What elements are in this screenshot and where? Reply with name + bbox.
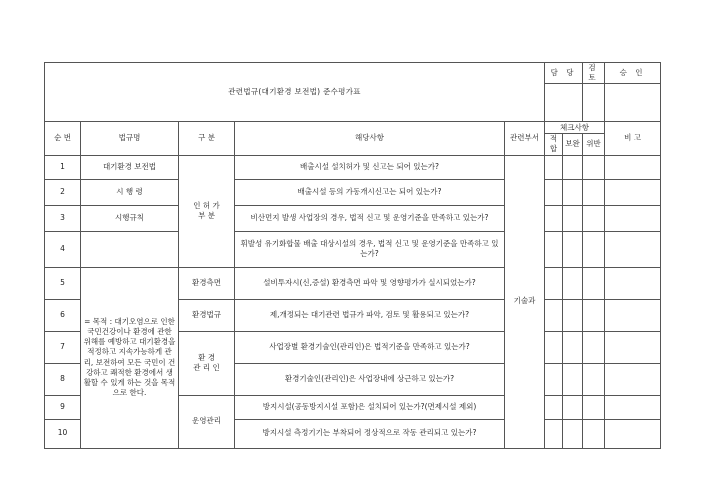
approval-label-approve: 승 인 xyxy=(605,63,661,84)
category-operation: 운영관리 xyxy=(179,395,235,448)
check-ok-cell[interactable] xyxy=(545,363,563,395)
check-supplement-cell[interactable] xyxy=(563,267,583,299)
header-content: 해당사항 xyxy=(235,122,505,155)
row-law: 대기환경 보전법 xyxy=(81,155,179,179)
remarks-cell[interactable] xyxy=(605,363,661,395)
check-ok-cell[interactable] xyxy=(545,299,563,331)
remarks-cell[interactable] xyxy=(605,331,661,363)
check-ok-cell[interactable] xyxy=(545,231,563,267)
row-no: 5 xyxy=(45,267,81,299)
check-violation-cell[interactable] xyxy=(583,363,605,395)
row-no: 6 xyxy=(45,299,81,331)
row-content: 사업장별 환경기술인(관리인)은 법적기준을 만족하고 있는가? xyxy=(235,331,505,363)
row-content: 방지시설 측정기기는 부착되어 정상적으로 작동 관리되고 있는가? xyxy=(235,419,505,448)
remarks-cell[interactable] xyxy=(605,395,661,419)
header-check-ok: 적합 xyxy=(545,134,563,155)
category-permit xyxy=(179,155,235,267)
approval-label-charge: 담 당 xyxy=(545,63,583,84)
remarks-cell[interactable] xyxy=(605,205,661,231)
approval-label-review: 검 토 xyxy=(583,63,605,84)
check-ok-cell[interactable] xyxy=(545,155,563,179)
row-content: 설비투자시(신,증설) 환경측면 파악 및 영향평가가 실시되었는가? xyxy=(235,267,505,299)
category-env-manager-line1: 환 경 xyxy=(198,352,215,362)
approval-sign-charge[interactable] xyxy=(545,84,583,122)
check-violation-cell[interactable] xyxy=(583,155,605,179)
header-no: 순 번 xyxy=(45,122,81,155)
header-remarks: 비 고 xyxy=(605,122,661,155)
row-law: 시 행 령 xyxy=(81,179,179,205)
check-violation-cell[interactable] xyxy=(583,205,605,231)
check-supplement-cell[interactable] xyxy=(563,419,583,448)
row-content: 방지시설(공동방지시설 포함)은 설치되어 있는가?(면제시설 제외) xyxy=(235,395,505,419)
check-violation-cell[interactable] xyxy=(583,267,605,299)
check-ok-cell[interactable] xyxy=(545,267,563,299)
department-cell: 기술과 xyxy=(505,155,545,448)
row-content: 비산먼지 발생 사업장의 경우, 법적 신고 및 운영기준을 만족하고 있는가? xyxy=(235,205,505,231)
row-no: 1 xyxy=(45,155,81,179)
category-env-aspect: 환경측면 xyxy=(179,267,235,299)
check-violation-cell[interactable] xyxy=(583,419,605,448)
approval-sign-review[interactable] xyxy=(583,84,605,122)
check-supplement-cell[interactable] xyxy=(563,179,583,205)
check-supplement-cell[interactable] xyxy=(563,231,583,267)
check-ok-cell[interactable] xyxy=(545,331,563,363)
category-permit-line2: 부 분 xyxy=(198,211,215,220)
check-violation-cell[interactable] xyxy=(583,395,605,419)
remarks-cell[interactable] xyxy=(605,179,661,205)
header-dept: 관련부서 xyxy=(505,122,545,155)
row-no: 2 xyxy=(45,179,81,205)
check-supplement-cell[interactable] xyxy=(563,299,583,331)
check-supplement-cell[interactable] xyxy=(563,395,583,419)
header-check-supplement: 보완 xyxy=(563,134,583,155)
check-supplement-cell[interactable] xyxy=(563,363,583,395)
check-violation-cell[interactable] xyxy=(583,299,605,331)
check-supplement-cell[interactable] xyxy=(563,155,583,179)
row-content: 배출시설 설치허가 및 신고는 되어 있는가? xyxy=(235,155,505,179)
row-content: 배출시설 등의 가동개시신고는 되어 있는가? xyxy=(235,179,505,205)
header-law: 법규명 xyxy=(81,122,179,155)
header-category: 구 분 xyxy=(179,122,235,155)
check-violation-cell[interactable] xyxy=(583,231,605,267)
check-supplement-cell[interactable] xyxy=(563,205,583,231)
check-ok-cell[interactable] xyxy=(545,205,563,231)
check-violation-cell[interactable] xyxy=(583,331,605,363)
row-no: 8 xyxy=(45,363,81,395)
row-content: 제,개정되는 대기관련 법규가 파악, 검토 및 활용되고 있는가? xyxy=(235,299,505,331)
remarks-cell[interactable] xyxy=(605,419,661,448)
row-no: 4 xyxy=(45,231,81,267)
row-no: 9 xyxy=(45,395,81,419)
row-no: 3 xyxy=(45,205,81,231)
remarks-cell[interactable] xyxy=(605,299,661,331)
row-content: 환경기술인(관리인)은 사업장내에 상근하고 있는가? xyxy=(235,363,505,395)
purpose-text: = 목적 : 대기오염으로 인한 국민건강이나 환경에 관한 위해를 예방하고 대기환경을 적정하고 지속가능하게 관리, 보전하여 모든 국민이 건강하고 쾌적한 환경에서 생활할 수 있게 하는 것을 목적으로 한다. xyxy=(81,267,179,448)
row-no: 10 xyxy=(45,419,81,448)
check-violation-cell[interactable] xyxy=(583,179,605,205)
remarks-cell[interactable] xyxy=(605,155,661,179)
check-ok-cell[interactable] xyxy=(545,179,563,205)
check-ok-cell[interactable] xyxy=(545,419,563,448)
document-title: 관련법규(대기환경 보전법) 준수평가표 xyxy=(45,63,545,122)
remarks-cell[interactable] xyxy=(605,267,661,299)
header-check-violation: 위반 xyxy=(583,134,605,155)
row-law xyxy=(81,231,179,267)
row-content: 휘발성 유기화합물 배출 대상시설의 경우, 법적 신고 및 운영기준을 만족하고 있는가? xyxy=(235,231,505,267)
category-permit-line1: 인 허 가 xyxy=(193,200,220,210)
category-env-manager xyxy=(179,331,235,395)
check-ok-cell[interactable] xyxy=(545,395,563,419)
category-env-manager-line2: 관 리 인 xyxy=(193,363,220,372)
remarks-cell[interactable] xyxy=(605,231,661,267)
check-supplement-cell[interactable] xyxy=(563,331,583,363)
header-check: 체크사항 xyxy=(545,122,605,134)
row-law: 시행규칙 xyxy=(81,205,179,231)
compliance-evaluation-table xyxy=(44,62,661,449)
approval-sign-approve[interactable] xyxy=(605,84,661,122)
row-no: 7 xyxy=(45,331,81,363)
category-env-law: 환경법규 xyxy=(179,299,235,331)
